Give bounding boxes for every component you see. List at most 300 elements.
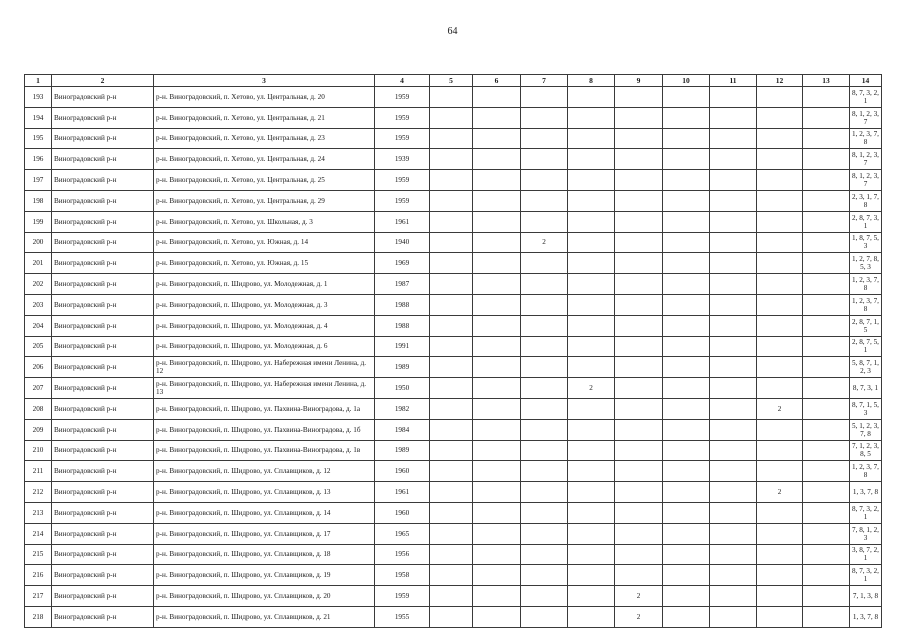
- col7-cell: [521, 357, 568, 378]
- codes-cell: 7, 8, 1, 2, 3: [850, 523, 882, 544]
- col8-cell: 2: [568, 378, 615, 399]
- address-cell: р-н. Виноградовский, п. Шидрово, ул. Пахвина-Виноградова, д. 1б: [154, 419, 375, 440]
- row-number: 208: [25, 398, 52, 419]
- row-number: 216: [25, 565, 52, 586]
- col10-cell: [663, 419, 710, 440]
- col11-cell: [710, 315, 757, 336]
- col7-cell: [521, 440, 568, 461]
- address-cell: р-н. Виноградовский, п. Хетово, ул. Центральная, д. 25: [154, 170, 375, 191]
- address-cell: р-н. Виноградовский, п. Шидрово, ул. Сплавщиков, д. 19: [154, 565, 375, 586]
- column-header-14: 14: [850, 75, 882, 87]
- table-row: [25, 502, 882, 523]
- col5-cell: [430, 232, 473, 253]
- col11-cell: [710, 440, 757, 461]
- col13-cell: [803, 107, 850, 128]
- col10-cell: [663, 482, 710, 503]
- col8-cell: [568, 149, 615, 170]
- col12-cell: [757, 315, 803, 336]
- codes-cell: 1, 3, 7, 8: [850, 606, 882, 627]
- table-row: [25, 107, 882, 128]
- district-cell: Виноградовский р-н: [52, 274, 154, 295]
- row-number: 193: [25, 87, 52, 108]
- district-cell: Виноградовский р-н: [52, 565, 154, 586]
- col5-cell: [430, 253, 473, 274]
- row-number: 195: [25, 128, 52, 149]
- year-cell: 1939: [375, 149, 430, 170]
- col13-cell: [803, 232, 850, 253]
- col13-cell: [803, 502, 850, 523]
- col12-cell: [757, 190, 803, 211]
- codes-cell: 1, 3, 7, 8: [850, 482, 882, 503]
- district-cell: Виноградовский р-н: [52, 294, 154, 315]
- col9-cell: [615, 87, 663, 108]
- codes-cell: 8, 1, 2, 3, 7: [850, 149, 882, 170]
- district-cell: Виноградовский р-н: [52, 398, 154, 419]
- col12-cell: [757, 357, 803, 378]
- table-row: [25, 253, 882, 274]
- row-number: 202: [25, 274, 52, 295]
- col7-cell: [521, 315, 568, 336]
- district-cell: Виноградовский р-н: [52, 482, 154, 503]
- col5-cell: [430, 440, 473, 461]
- col9-cell: [615, 149, 663, 170]
- col12-cell: [757, 294, 803, 315]
- codes-cell: 2, 8, 7, 5, 1: [850, 336, 882, 357]
- col6-cell: [473, 586, 521, 607]
- district-cell: Виноградовский р-н: [52, 232, 154, 253]
- district-cell: Виноградовский р-н: [52, 211, 154, 232]
- col6-cell: [473, 461, 521, 482]
- address-cell: р-н. Виноградовский, п. Шидрово, ул. Молодежная, д. 4: [154, 315, 375, 336]
- col7-cell: [521, 211, 568, 232]
- col13-cell: [803, 586, 850, 607]
- column-header-12: 12: [757, 75, 803, 87]
- col5-cell: [430, 606, 473, 627]
- table-row: [25, 315, 882, 336]
- col9-cell: [615, 128, 663, 149]
- col8-cell: [568, 461, 615, 482]
- col7-cell: [521, 149, 568, 170]
- col6-cell: [473, 544, 521, 565]
- col7-cell: [521, 336, 568, 357]
- col7-cell: [521, 565, 568, 586]
- col9-cell: [615, 398, 663, 419]
- year-cell: 1988: [375, 315, 430, 336]
- col12-cell: [757, 544, 803, 565]
- col12-cell: [757, 87, 803, 108]
- col7-cell: [521, 544, 568, 565]
- col5-cell: [430, 128, 473, 149]
- row-number: 205: [25, 336, 52, 357]
- col12-cell: [757, 336, 803, 357]
- col7-cell: [521, 482, 568, 503]
- col12-cell: [757, 107, 803, 128]
- row-number: 211: [25, 461, 52, 482]
- col5-cell: [430, 274, 473, 295]
- col9-cell: [615, 253, 663, 274]
- col10-cell: [663, 107, 710, 128]
- codes-cell: 7, 1, 3, 8: [850, 586, 882, 607]
- address-cell: р-н. Виноградовский, п. Хетово, ул. Центральная, д. 24: [154, 149, 375, 170]
- col8-cell: [568, 565, 615, 586]
- codes-cell: 1, 2, 3, 7, 8: [850, 274, 882, 295]
- address-cell: р-н. Виноградовский, п. Хетово, ул. Центральная, д. 29: [154, 190, 375, 211]
- col10-cell: [663, 523, 710, 544]
- year-cell: 1961: [375, 211, 430, 232]
- col6-cell: [473, 211, 521, 232]
- col5-cell: [430, 482, 473, 503]
- col9-cell: [615, 419, 663, 440]
- district-cell: Виноградовский р-н: [52, 523, 154, 544]
- column-header-10: 10: [663, 75, 710, 87]
- col12-cell: [757, 128, 803, 149]
- year-cell: 1982: [375, 398, 430, 419]
- year-cell: 1965: [375, 523, 430, 544]
- year-cell: 1991: [375, 336, 430, 357]
- year-cell: 1961: [375, 482, 430, 503]
- col11-cell: [710, 586, 757, 607]
- col9-cell: [615, 565, 663, 586]
- col6-cell: [473, 419, 521, 440]
- table-row: [25, 565, 882, 586]
- table-body: [25, 87, 882, 628]
- row-number: 206: [25, 357, 52, 378]
- col5-cell: [430, 544, 473, 565]
- col8-cell: [568, 440, 615, 461]
- year-cell: 1989: [375, 357, 430, 378]
- col12-cell: [757, 523, 803, 544]
- table-header: [25, 75, 882, 87]
- col10-cell: [663, 274, 710, 295]
- codes-cell: 2, 3, 1, 7, 8: [850, 190, 882, 211]
- year-cell: 1959: [375, 170, 430, 191]
- col9-cell: [615, 523, 663, 544]
- table-row: [25, 378, 882, 399]
- address-cell: р-н. Виноградовский, п. Хетово, ул. Центральная, д. 20: [154, 87, 375, 108]
- address-cell: р-н. Виноградовский, п. Шидрово, ул. Сплавщиков, д. 21: [154, 606, 375, 627]
- district-cell: Виноградовский р-н: [52, 336, 154, 357]
- col8-cell: [568, 87, 615, 108]
- col7-cell: [521, 586, 568, 607]
- col6-cell: [473, 294, 521, 315]
- district-cell: Виноградовский р-н: [52, 461, 154, 482]
- col12-cell: 2: [757, 398, 803, 419]
- col11-cell: [710, 294, 757, 315]
- col8-cell: [568, 544, 615, 565]
- col9-cell: [615, 461, 663, 482]
- year-cell: 1960: [375, 502, 430, 523]
- col5-cell: [430, 378, 473, 399]
- col6-cell: [473, 502, 521, 523]
- col6-cell: [473, 378, 521, 399]
- year-cell: 1959: [375, 586, 430, 607]
- table-row: [25, 357, 882, 378]
- col9-cell: [615, 170, 663, 191]
- col5-cell: [430, 336, 473, 357]
- col10-cell: [663, 398, 710, 419]
- col11-cell: [710, 274, 757, 295]
- col5-cell: [430, 107, 473, 128]
- address-cell: р-н. Виноградовский, п. Хетово, ул. Южная, д. 15: [154, 253, 375, 274]
- col6-cell: [473, 565, 521, 586]
- col9-cell: [615, 544, 663, 565]
- col12-cell: [757, 419, 803, 440]
- col10-cell: [663, 336, 710, 357]
- col5-cell: [430, 315, 473, 336]
- col5-cell: [430, 87, 473, 108]
- col12-cell: 2: [757, 482, 803, 503]
- year-cell: 1969: [375, 253, 430, 274]
- col13-cell: [803, 440, 850, 461]
- address-cell: р-н. Виноградовский, п. Шидрово, ул. Сплавщиков, д. 20: [154, 586, 375, 607]
- row-number: 204: [25, 315, 52, 336]
- col12-cell: [757, 253, 803, 274]
- col11-cell: [710, 398, 757, 419]
- table-row: [25, 128, 882, 149]
- col13-cell: [803, 211, 850, 232]
- col10-cell: [663, 565, 710, 586]
- codes-cell: 8, 1, 2, 3, 7: [850, 170, 882, 191]
- col7-cell: [521, 606, 568, 627]
- col13-cell: [803, 253, 850, 274]
- address-cell: р-н. Виноградовский, п. Шидрово, ул. Сплавщиков, д. 18: [154, 544, 375, 565]
- column-header-1: 1: [25, 75, 52, 87]
- col5-cell: [430, 149, 473, 170]
- column-header-13: 13: [803, 75, 850, 87]
- col6-cell: [473, 128, 521, 149]
- col10-cell: [663, 190, 710, 211]
- col8-cell: [568, 523, 615, 544]
- year-cell: 1960: [375, 461, 430, 482]
- col8-cell: [568, 357, 615, 378]
- table-row: [25, 461, 882, 482]
- district-cell: Виноградовский р-н: [52, 149, 154, 170]
- col13-cell: [803, 274, 850, 295]
- col5-cell: [430, 190, 473, 211]
- col8-cell: [568, 274, 615, 295]
- address-cell: р-н. Виноградовский, п. Шидрово, ул. Молодежная, д. 1: [154, 274, 375, 295]
- col13-cell: [803, 461, 850, 482]
- year-cell: 1955: [375, 606, 430, 627]
- row-number: 201: [25, 253, 52, 274]
- row-number: 218: [25, 606, 52, 627]
- col13-cell: [803, 398, 850, 419]
- col8-cell: [568, 253, 615, 274]
- codes-cell: 8, 1, 2, 3, 7: [850, 107, 882, 128]
- row-number: 214: [25, 523, 52, 544]
- column-header-4: 4: [375, 75, 430, 87]
- col10-cell: [663, 128, 710, 149]
- col6-cell: [473, 232, 521, 253]
- col6-cell: [473, 170, 521, 191]
- col7-cell: [521, 378, 568, 399]
- year-cell: 1984: [375, 419, 430, 440]
- district-cell: Виноградовский р-н: [52, 315, 154, 336]
- col6-cell: [473, 190, 521, 211]
- col8-cell: [568, 398, 615, 419]
- table-row: [25, 336, 882, 357]
- year-cell: 1987: [375, 274, 430, 295]
- col11-cell: [710, 461, 757, 482]
- col5-cell: [430, 586, 473, 607]
- page-number: 64: [447, 26, 458, 37]
- district-cell: Виноградовский р-н: [52, 190, 154, 211]
- col9-cell: [615, 190, 663, 211]
- col10-cell: [663, 170, 710, 191]
- col13-cell: [803, 170, 850, 191]
- col12-cell: [757, 461, 803, 482]
- col8-cell: [568, 232, 615, 253]
- address-cell: р-н. Виноградовский, п. Хетово, ул. Школьная, д. 3: [154, 211, 375, 232]
- address-cell: р-н. Виноградовский, п. Шидрово, ул. Молодежная, д. 3: [154, 294, 375, 315]
- codes-cell: 8, 7, 3, 2, 1: [850, 502, 882, 523]
- col7-cell: [521, 87, 568, 108]
- row-number: 198: [25, 190, 52, 211]
- col8-cell: [568, 315, 615, 336]
- codes-cell: 8, 7, 3, 2, 1: [850, 87, 882, 108]
- year-cell: 1940: [375, 232, 430, 253]
- col10-cell: [663, 606, 710, 627]
- col12-cell: [757, 586, 803, 607]
- col11-cell: [710, 232, 757, 253]
- col8-cell: [568, 502, 615, 523]
- col9-cell: [615, 315, 663, 336]
- col6-cell: [473, 440, 521, 461]
- year-cell: 1988: [375, 294, 430, 315]
- year-cell: 1959: [375, 128, 430, 149]
- col9-cell: [615, 482, 663, 503]
- col13-cell: [803, 523, 850, 544]
- table-row: [25, 149, 882, 170]
- col11-cell: [710, 565, 757, 586]
- row-number: 209: [25, 419, 52, 440]
- row-number: 200: [25, 232, 52, 253]
- table-row: [25, 440, 882, 461]
- table-row: [25, 190, 882, 211]
- col11-cell: [710, 482, 757, 503]
- row-number: 217: [25, 586, 52, 607]
- header-row: [25, 75, 882, 87]
- col7-cell: 2: [521, 232, 568, 253]
- col5-cell: [430, 398, 473, 419]
- table-row: [25, 482, 882, 503]
- col6-cell: [473, 398, 521, 419]
- col13-cell: [803, 565, 850, 586]
- district-cell: Виноградовский р-н: [52, 440, 154, 461]
- table-row: [25, 294, 882, 315]
- year-cell: 1959: [375, 107, 430, 128]
- row-number: 212: [25, 482, 52, 503]
- address-cell: р-н. Виноградовский, п. Шидрово, ул. Сплавщиков, д. 14: [154, 502, 375, 523]
- col12-cell: [757, 565, 803, 586]
- col8-cell: [568, 190, 615, 211]
- table-row: [25, 419, 882, 440]
- col10-cell: [663, 87, 710, 108]
- col12-cell: [757, 440, 803, 461]
- col11-cell: [710, 170, 757, 191]
- col12-cell: [757, 232, 803, 253]
- district-cell: Виноградовский р-н: [52, 107, 154, 128]
- column-header-2: 2: [52, 75, 154, 87]
- col8-cell: [568, 586, 615, 607]
- col7-cell: [521, 398, 568, 419]
- table-row: [25, 87, 882, 108]
- table-row: [25, 586, 882, 607]
- year-cell: 1950: [375, 378, 430, 399]
- col13-cell: [803, 419, 850, 440]
- address-cell: р-н. Виноградовский, п. Шидрово, ул. Молодежная, д. 6: [154, 336, 375, 357]
- district-cell: Виноградовский р-н: [52, 170, 154, 191]
- col7-cell: [521, 190, 568, 211]
- col7-cell: [521, 523, 568, 544]
- col5-cell: [430, 419, 473, 440]
- year-cell: 1958: [375, 565, 430, 586]
- col13-cell: [803, 336, 850, 357]
- col5-cell: [430, 357, 473, 378]
- col10-cell: [663, 232, 710, 253]
- year-cell: 1959: [375, 190, 430, 211]
- year-cell: 1956: [375, 544, 430, 565]
- codes-cell: 1, 2, 3, 7, 8: [850, 294, 882, 315]
- column-header-9: 9: [615, 75, 663, 87]
- col12-cell: [757, 170, 803, 191]
- col5-cell: [430, 294, 473, 315]
- col9-cell: [615, 211, 663, 232]
- col13-cell: [803, 606, 850, 627]
- col13-cell: [803, 378, 850, 399]
- col11-cell: [710, 606, 757, 627]
- codes-cell: 1, 8, 7, 5, 3: [850, 232, 882, 253]
- codes-cell: 1, 2, 3, 7, 8: [850, 461, 882, 482]
- row-number: 194: [25, 107, 52, 128]
- col9-cell: [615, 336, 663, 357]
- col12-cell: [757, 378, 803, 399]
- col8-cell: [568, 211, 615, 232]
- col12-cell: [757, 211, 803, 232]
- codes-cell: 8, 7, 3, 1: [850, 378, 882, 399]
- col9-cell: 2: [615, 606, 663, 627]
- codes-cell: 3, 8, 7, 2, 1: [850, 544, 882, 565]
- col7-cell: [521, 294, 568, 315]
- col6-cell: [473, 606, 521, 627]
- col11-cell: [710, 419, 757, 440]
- row-number: 197: [25, 170, 52, 191]
- col8-cell: [568, 170, 615, 191]
- col8-cell: [568, 107, 615, 128]
- col9-cell: [615, 294, 663, 315]
- col10-cell: [663, 315, 710, 336]
- row-number: 213: [25, 502, 52, 523]
- col13-cell: [803, 128, 850, 149]
- district-cell: Виноградовский р-н: [52, 357, 154, 378]
- column-header-6: 6: [473, 75, 521, 87]
- col5-cell: [430, 461, 473, 482]
- address-cell: р-н. Виноградовский, п. Шидрово, ул. Сплавщиков, д. 12: [154, 461, 375, 482]
- codes-cell: 5, 1, 2, 3, 7, 8: [850, 419, 882, 440]
- col9-cell: [615, 502, 663, 523]
- table-row: [25, 398, 882, 419]
- col11-cell: [710, 107, 757, 128]
- address-cell: р-н. Виноградовский, п. Хетово, ул. Центральная, д. 23: [154, 128, 375, 149]
- col7-cell: [521, 128, 568, 149]
- col8-cell: [568, 294, 615, 315]
- col6-cell: [473, 315, 521, 336]
- col10-cell: [663, 357, 710, 378]
- col6-cell: [473, 274, 521, 295]
- col8-cell: [568, 336, 615, 357]
- col13-cell: [803, 87, 850, 108]
- col11-cell: [710, 128, 757, 149]
